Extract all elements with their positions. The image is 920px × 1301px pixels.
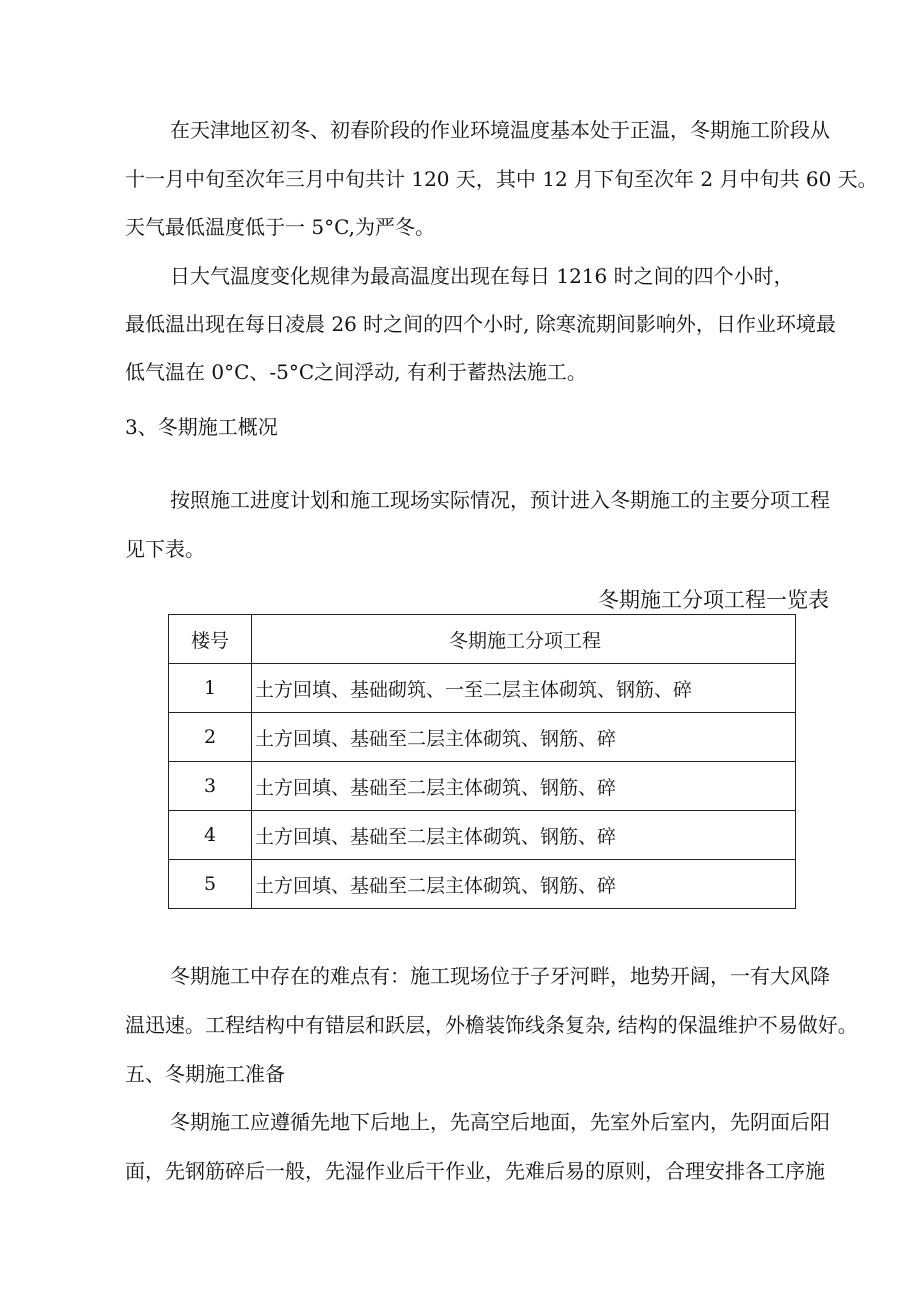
section-heading-5: 五、冬期施工准备	[125, 1062, 285, 1086]
paragraph-5-line-1: 冬期施工应遵循先地下后地上，先高空后地面，先室外后室内，先阴面后阳	[170, 1110, 830, 1134]
paragraph-2-line-3: 低气温在 0°C、-5°C之间浮动, 有利于蓄热法施工。	[125, 360, 587, 384]
cell-winter-items: 土方回填、基础至二层主体砌筑、钢筋、碎	[252, 860, 796, 909]
cell-winter-items: 土方回填、基础至二层主体砌筑、钢筋、碎	[252, 762, 796, 811]
paragraph-1-line-1: 在天津地区初冬、初春阶段的作业环境温度基本处于正温，冬期施工阶段从	[170, 118, 830, 142]
cell-building-number: 3	[169, 762, 252, 811]
table-header-row	[169, 615, 796, 664]
paragraph-2-line-2: 最低温出现在每日凌晨 26 时之间的四个小时, 除寒流期间影响外，日作业环境最	[125, 312, 836, 336]
paragraph-3-line-1: 按照施工进度计划和施工现场实际情况，预计进入冬期施工的主要分项工程	[170, 488, 830, 512]
cell-building-number: 4	[169, 811, 252, 860]
construction-items-table	[168, 614, 796, 909]
section-heading-3: 3、冬期施工概况	[125, 415, 278, 439]
cell-building-number: 5	[169, 860, 252, 909]
cell-winter-items: 土方回填、基础至二层主体砌筑、钢筋、碎	[252, 811, 796, 860]
paragraph-1-line-3: 天气最低温度低于一 5°C,为严冬。	[125, 215, 436, 239]
header-building-number: 楼号	[169, 615, 252, 664]
paragraph-2-line-1: 日大气温度变化规律为最高温度出现在每日 1216 时之间的四个小时，	[170, 264, 794, 288]
cell-winter-items: 土方回填、基础砌筑、一至二层主体砌筑、钢筋、碎	[252, 664, 796, 713]
table-row	[169, 713, 796, 762]
table-caption: 冬期施工分项工程一览表	[598, 588, 829, 612]
paragraph-3-line-2: 见下表。	[125, 537, 205, 561]
table-row	[169, 811, 796, 860]
cell-building-number: 1	[169, 664, 252, 713]
table-row	[169, 664, 796, 713]
header-winter-items: 冬期施工分项工程	[252, 615, 796, 664]
paragraph-4-line-1: 冬期施工中存在的难点有：施工现场位于子牙河畔，地势开阔，一有大风降	[170, 964, 830, 988]
paragraph-5-line-2: 面，先钢筋碎后一般，先湿作业后干作业，先难后易的原则，合理安排各工序施	[125, 1159, 825, 1183]
table-row	[169, 860, 796, 909]
cell-winter-items: 土方回填、基础至二层主体砌筑、钢筋、碎	[252, 713, 796, 762]
paragraph-1-line-2: 十一月中旬至次年三月中旬共计 120 天，其中 12 月下旬至次年 2 月中旬共 60 天。	[125, 167, 878, 191]
cell-building-number: 2	[169, 713, 252, 762]
paragraph-4-line-2: 温迅速。工程结构中有错层和跃层，外檐装饰线条复杂, 结构的保温维护不易做好。	[125, 1013, 858, 1037]
table-row	[169, 762, 796, 811]
